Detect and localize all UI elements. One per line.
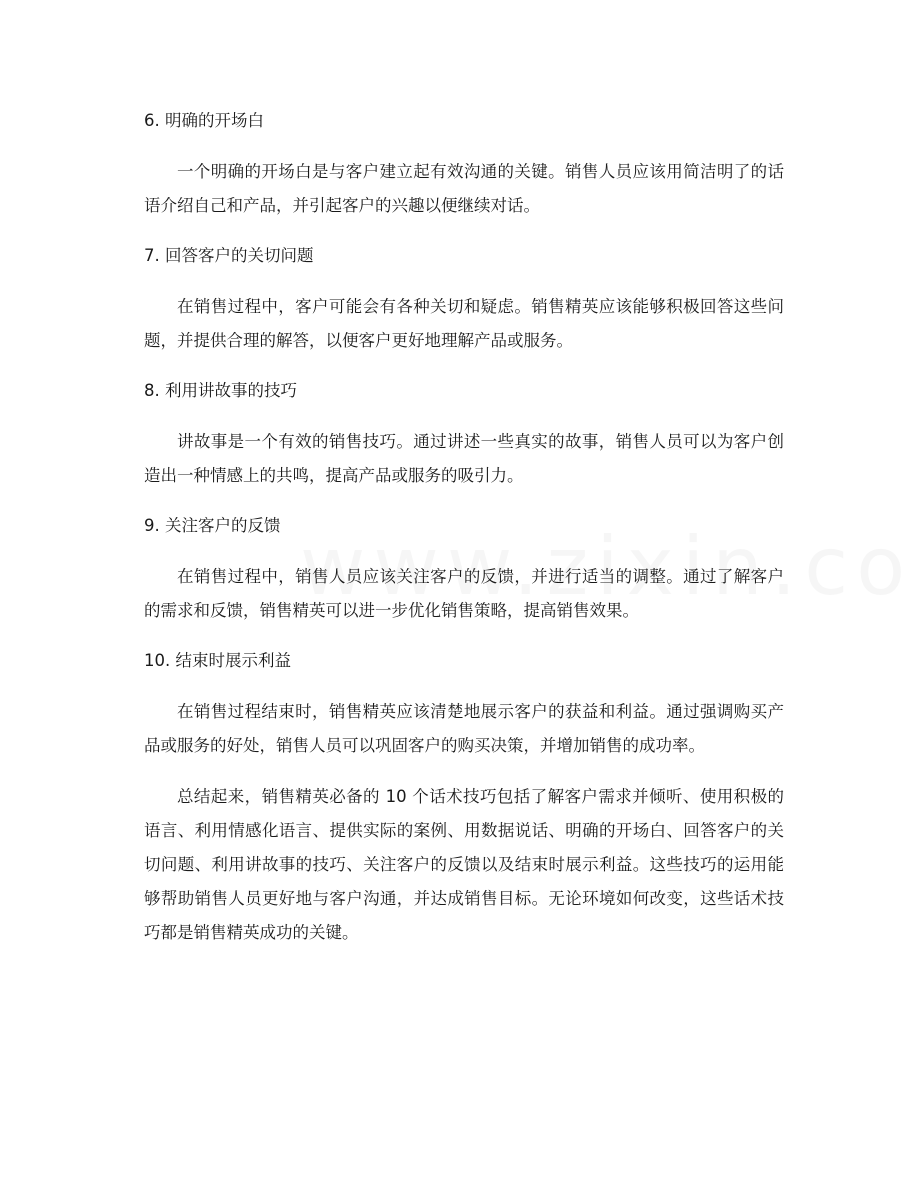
section-heading-9: 9. 关注客户的反馈 [144, 516, 281, 535]
section-body-9: 在销售过程中，销售人员应该关注客户的反馈，并进行适当的调整。通过了解客户的需求和反馈，销售精英可以进一步优化销售策略，提高销售效果。 [144, 567, 784, 620]
section-body-8: 讲故事是一个有效的销售技巧。通过讲述一些真实的故事，销售人员可以为客户创造出一种情感上的共鸣，提高产品或服务的吸引力。 [144, 432, 784, 485]
conclusion-paragraph: 总结起来，销售精英必备的 10 个话术技巧包括了解客户需求并倾听、使用积极的语言、利用情感化语言、提供实际的案例、用数据说话、明确的开场白、回答客户的关切问题、利用讲故事的技巧、关注客户的反馈以及结束时展示利益。这些技巧的运用能够帮助销售人员更好地与客户沟通，并达成销售目标。无论环境如何改变，这些话术技巧都是销售精英成功的关键。 [144, 787, 784, 942]
section-heading-7: 7. 回答客户的关切问题 [144, 246, 314, 265]
section-heading-6: 6. 明确的开场白 [144, 111, 264, 130]
section-heading-8: 8. 利用讲故事的技巧 [144, 381, 297, 400]
section-body-7: 在销售过程中，客户可能会有各种关切和疑虑。销售精英应该能够积极回答这些问题，并提供合理的解答，以便客户更好地理解产品或服务。 [144, 297, 784, 350]
section-body-6: 一个明确的开场白是与客户建立起有效沟通的关键。销售人员应该用简洁明了的话语介绍自己和产品，并引起客户的兴趣以便继续对话。 [144, 162, 784, 215]
section-heading-10: 10. 结束时展示利益 [144, 651, 291, 670]
section-body-10: 在销售过程结束时，销售精英应该清楚地展示客户的获益和利益。通过强调购买产品或服务的好处，销售人员可以巩固客户的购买决策，并增加销售的成功率。 [144, 702, 784, 755]
